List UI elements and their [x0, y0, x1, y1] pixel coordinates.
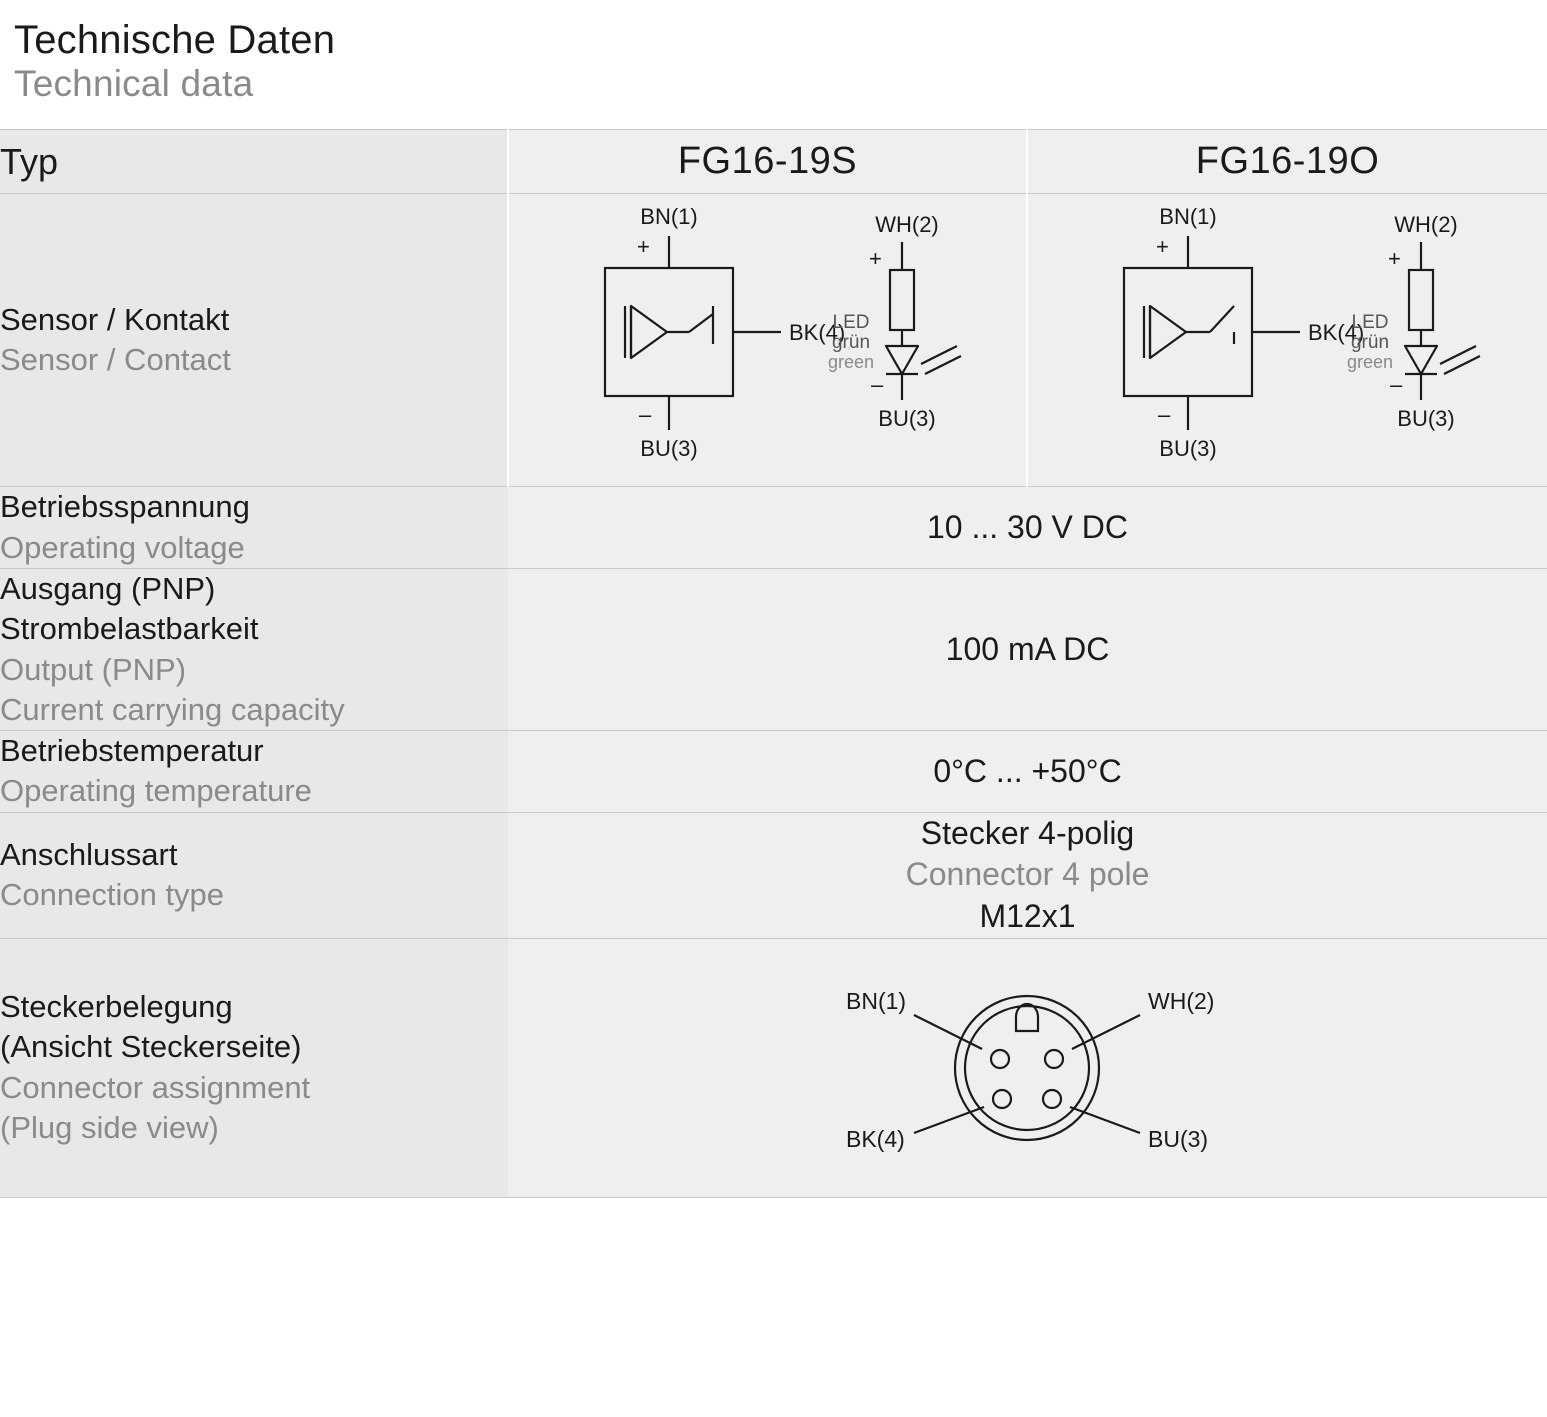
table-row-connector-assignment: [0, 938, 1547, 1197]
label-voltage-de: Betriebsspannung: [0, 489, 250, 525]
schematic-led-sign-plus: +: [869, 246, 882, 272]
circuit-diagram-icon: [509, 194, 1028, 486]
label-voltage-en: Operating voltage: [0, 529, 245, 565]
column-header-fg16-19s: [508, 130, 1027, 194]
value-operating-temperature: [508, 731, 1547, 813]
schematic-label-led-bu3: BU(3): [1397, 406, 1455, 432]
schematic-led-text-3: green: [827, 352, 875, 373]
value-voltage-text: 10 ... 30 V DC: [927, 508, 1128, 545]
schematic-label-led-bu3: BU(3): [878, 406, 936, 432]
value-output-pnp: [508, 568, 1547, 730]
label-sensor-en: Sensor / Contact: [0, 342, 231, 378]
schematic-sign-minus: –: [1158, 402, 1171, 428]
title-english: Technical data: [14, 62, 254, 104]
pin-label-bu3: BU(3): [1148, 1125, 1209, 1152]
schematic-led-text-1: LED: [1351, 312, 1389, 334]
pin-label-bn1: BN(1): [846, 987, 907, 1014]
schematic-sign-plus: +: [1156, 234, 1169, 260]
label-type-de: Typ: [0, 140, 59, 182]
row-label-operating-temperature: [0, 731, 508, 813]
label-output-de-2: Strombelastbarkeit: [0, 611, 259, 647]
value-temperature-text: 0°C ... +50°C: [933, 752, 1122, 789]
label-output-de-1: Ausgang (PNP): [0, 570, 216, 606]
title-german: Technische Daten: [14, 18, 336, 62]
value-connection-thread: M12x1: [979, 897, 1076, 934]
value-connection-en: Connector 4 pole: [905, 856, 1150, 893]
row-label-output-pnp: [0, 568, 508, 730]
label-output-en-2: Current carrying capacity: [0, 691, 345, 727]
value-connection-de: Stecker 4-polig: [920, 814, 1135, 851]
schematic-fg16-19o: [1027, 194, 1547, 487]
label-connector-de-1: Steckerbelegung: [0, 988, 233, 1024]
label-connector-en-2: (Plug side view): [0, 1109, 219, 1145]
schematic-label-wh2: WH(2): [1394, 212, 1458, 238]
schematic-sign-plus: +: [637, 234, 650, 260]
pin-label-bk4: BK(4): [846, 1125, 905, 1152]
row-label-connector-assignment: [0, 938, 508, 1197]
column-header-fg16-19o: [1027, 130, 1547, 194]
label-output-en-1: Output (PNP): [0, 651, 187, 687]
schematic-led-sign-minus: –: [1390, 372, 1403, 398]
column-header-label-0: FG16-19S: [677, 140, 858, 183]
table-row-type: [0, 130, 1547, 194]
schematic-led-text-2: grün: [831, 332, 871, 354]
row-label-sensor-contact: [0, 194, 508, 487]
technical-data-table: [0, 129, 1547, 1197]
connector-pinout-icon: [508, 939, 1547, 1197]
pin-label-wh2: WH(2): [1148, 987, 1215, 1014]
label-sensor-de: Sensor / Kontakt: [0, 302, 230, 338]
schematic-label-wh2: WH(2): [875, 212, 939, 238]
row-label-connection-type: [0, 812, 508, 938]
schematic-fg16-19s: [508, 194, 1027, 487]
value-connector-assignment: [508, 938, 1547, 1197]
schematic-led-sign-plus: +: [1388, 246, 1401, 272]
schematic-label-bu3: BU(3): [1159, 436, 1217, 462]
schematic-label-bn1: BN(1): [1159, 204, 1217, 230]
schematic-label-bk4: BK(4): [1308, 320, 1365, 346]
table-row-output-pnp: [0, 568, 1547, 730]
circuit-diagram-icon: [1028, 194, 1547, 486]
schematic-label-bu3: BU(3): [640, 436, 698, 462]
value-output-text: 100 mA DC: [945, 630, 1110, 667]
value-connection-type: [508, 812, 1547, 938]
label-connector-en-1: Connector assignment: [0, 1069, 311, 1105]
schematic-led-sign-minus: –: [871, 372, 884, 398]
label-connection-de: Anschlussart: [0, 836, 178, 872]
table-row-connection-type: [0, 812, 1547, 938]
schematic-led-text-1: LED: [832, 312, 870, 334]
value-operating-voltage: [508, 487, 1547, 569]
table-row-operating-voltage: [0, 487, 1547, 569]
schematic-led-text-2: grün: [1350, 332, 1390, 354]
label-connector-de-2: (Ansicht Steckerseite): [0, 1029, 302, 1065]
schematic-label-bn1: BN(1): [640, 204, 698, 230]
label-connection-en: Connection type: [0, 877, 225, 913]
page-title: [0, 0, 1547, 105]
row-label-type: [0, 130, 508, 194]
label-temperature-de: Betriebstemperatur: [0, 733, 264, 769]
row-label-operating-voltage: [0, 487, 508, 569]
table-row-operating-temperature: [0, 731, 1547, 813]
label-temperature-en: Operating temperature: [0, 773, 312, 809]
table-row-sensor-contact: [0, 194, 1547, 487]
schematic-sign-minus: –: [639, 402, 652, 428]
column-header-label-1: FG16-19O: [1195, 140, 1380, 183]
schematic-led-text-3: green: [1346, 352, 1394, 373]
schematic-label-bk4: BK(4): [789, 320, 846, 346]
